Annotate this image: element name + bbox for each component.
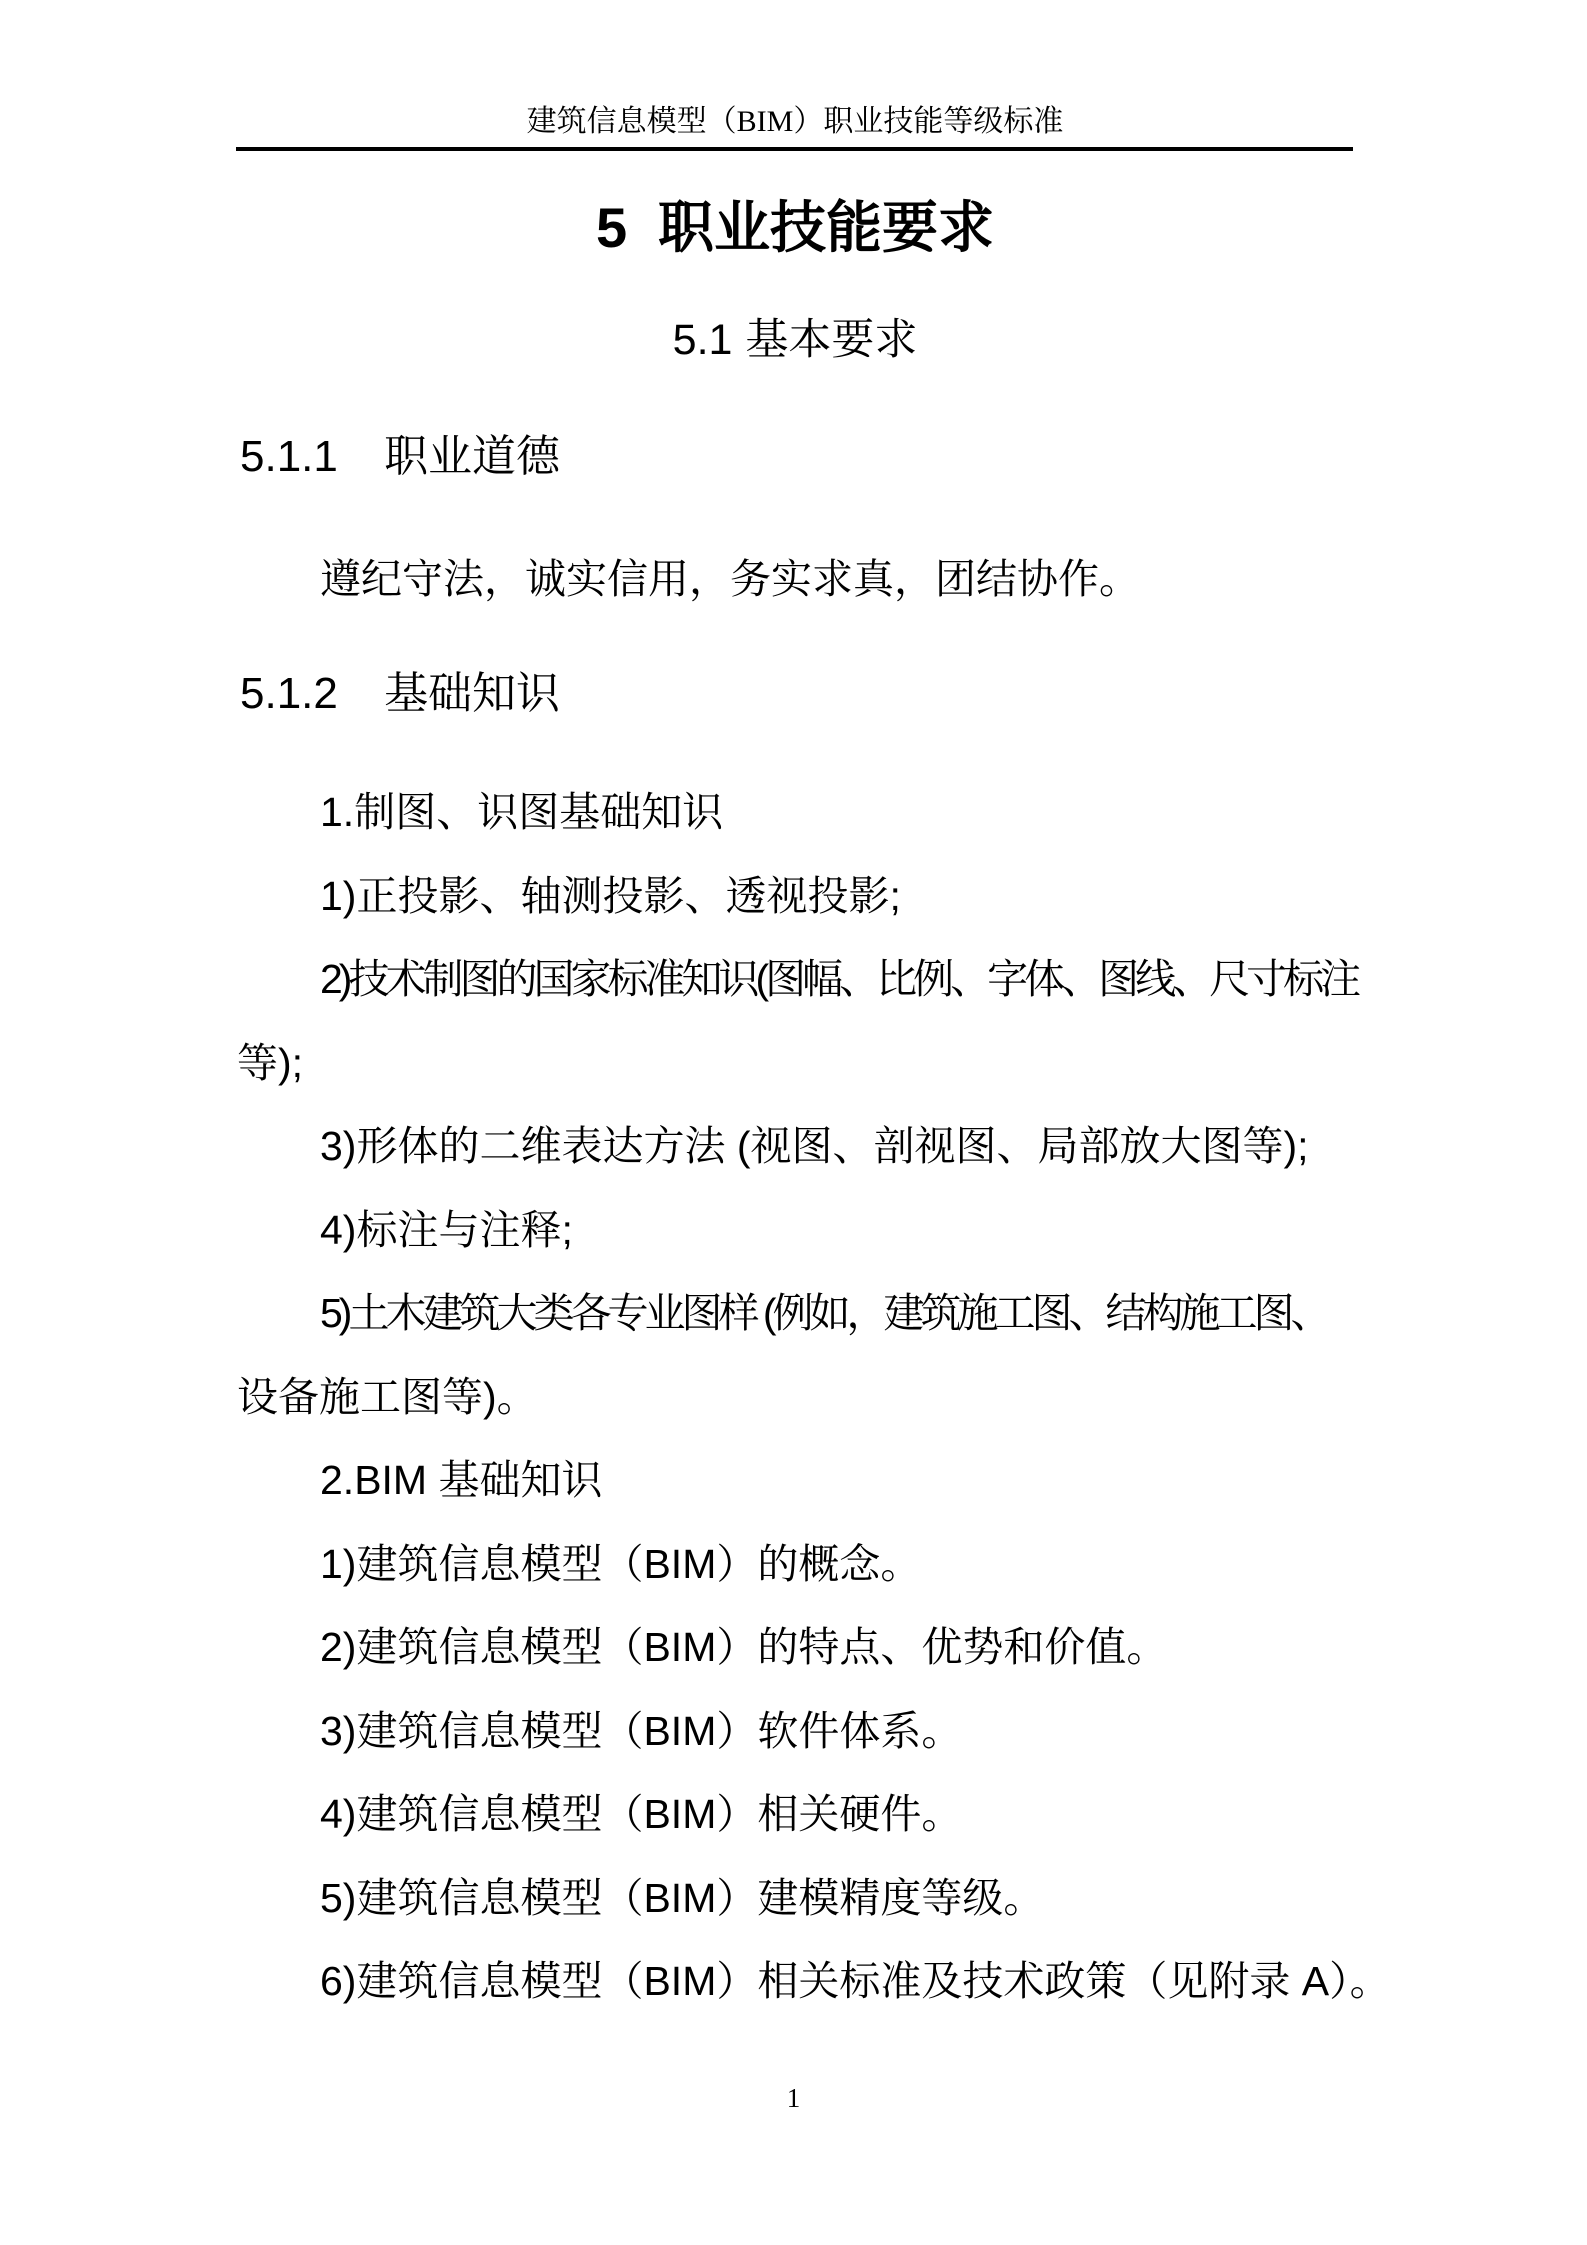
page-number: 1 (786, 2083, 801, 2113)
section-title-5-1 (237, 316, 1353, 364)
knowledge-line-civil-drawings-cont: 设备施工图等)。 (237, 1374, 538, 1420)
sub-heading-5-1-2-text: 基础知识 (384, 669, 561, 718)
knowledge-line-bim-software: 3)建筑信息模型（BIM）软件体系。 (320, 1708, 963, 1754)
sub-heading-5-1-1-text: 职业道德 (384, 432, 561, 481)
knowledge-line-bim-standards: 6)建筑信息模型（BIM）相关标准及技术政策（见附录 A）。 (320, 1958, 1391, 2004)
running-header-title: 建筑信息模型（BIM）职业技能等级标准 (526, 105, 1064, 138)
knowledge-line-bim-heading: 2.BIM 基础知识 (320, 1457, 603, 1503)
section-title-number: 5.1 (672, 316, 733, 364)
ethics-paragraph: 遵纪守法，诚实信用，务实求真，团结协作。 (320, 556, 1140, 602)
sub-heading-5-1-2-number: 5.1.2 (240, 669, 338, 718)
knowledge-line-projections: 1)正投影、轴测投影、透视投影; (320, 873, 901, 919)
chapter-title-text: 职业技能要求 (657, 196, 994, 259)
sub-heading-5-1-1-number: 5.1.1 (240, 432, 338, 481)
sub-heading-5-1-1 (240, 432, 560, 482)
sub-heading-5-1-2 (240, 669, 560, 719)
knowledge-line-civil-drawings: 5)土木建筑大类各专业图样 (例如，建筑施工图、结构施工图、 (320, 1290, 1328, 1336)
knowledge-line-bim-concept: 1)建筑信息模型（BIM）的概念。 (320, 1541, 922, 1587)
knowledge-line-bim-features: 2)建筑信息模型（BIM）的特点、优势和价值。 (320, 1624, 1168, 1670)
knowledge-line-national-standards-cont: 等); (237, 1040, 304, 1086)
knowledge-line-annotation: 4)标注与注释; (320, 1207, 573, 1253)
chapter-title (237, 197, 1353, 259)
knowledge-line-national-standards: 2)技术制图的国家标准知识(图幅、比例、字体、图线、尺寸标注 (320, 956, 1358, 1002)
chapter-title-number: 5 (596, 196, 628, 259)
section-title-text: 基本要求 (745, 316, 918, 364)
knowledge-line-bim-hardware: 4)建筑信息模型（BIM）相关硬件。 (320, 1791, 963, 1837)
header-divider (236, 147, 1353, 151)
knowledge-line-drafting-heading: 1.制图、识图基础知识 (320, 789, 724, 835)
knowledge-line-bim-lod: 5)建筑信息模型（BIM）建模精度等级。 (320, 1875, 1045, 1921)
knowledge-line-2d-expression: 3)形体的二维表达方法 (视图、剖视图、局部放大图等); (320, 1123, 1309, 1169)
